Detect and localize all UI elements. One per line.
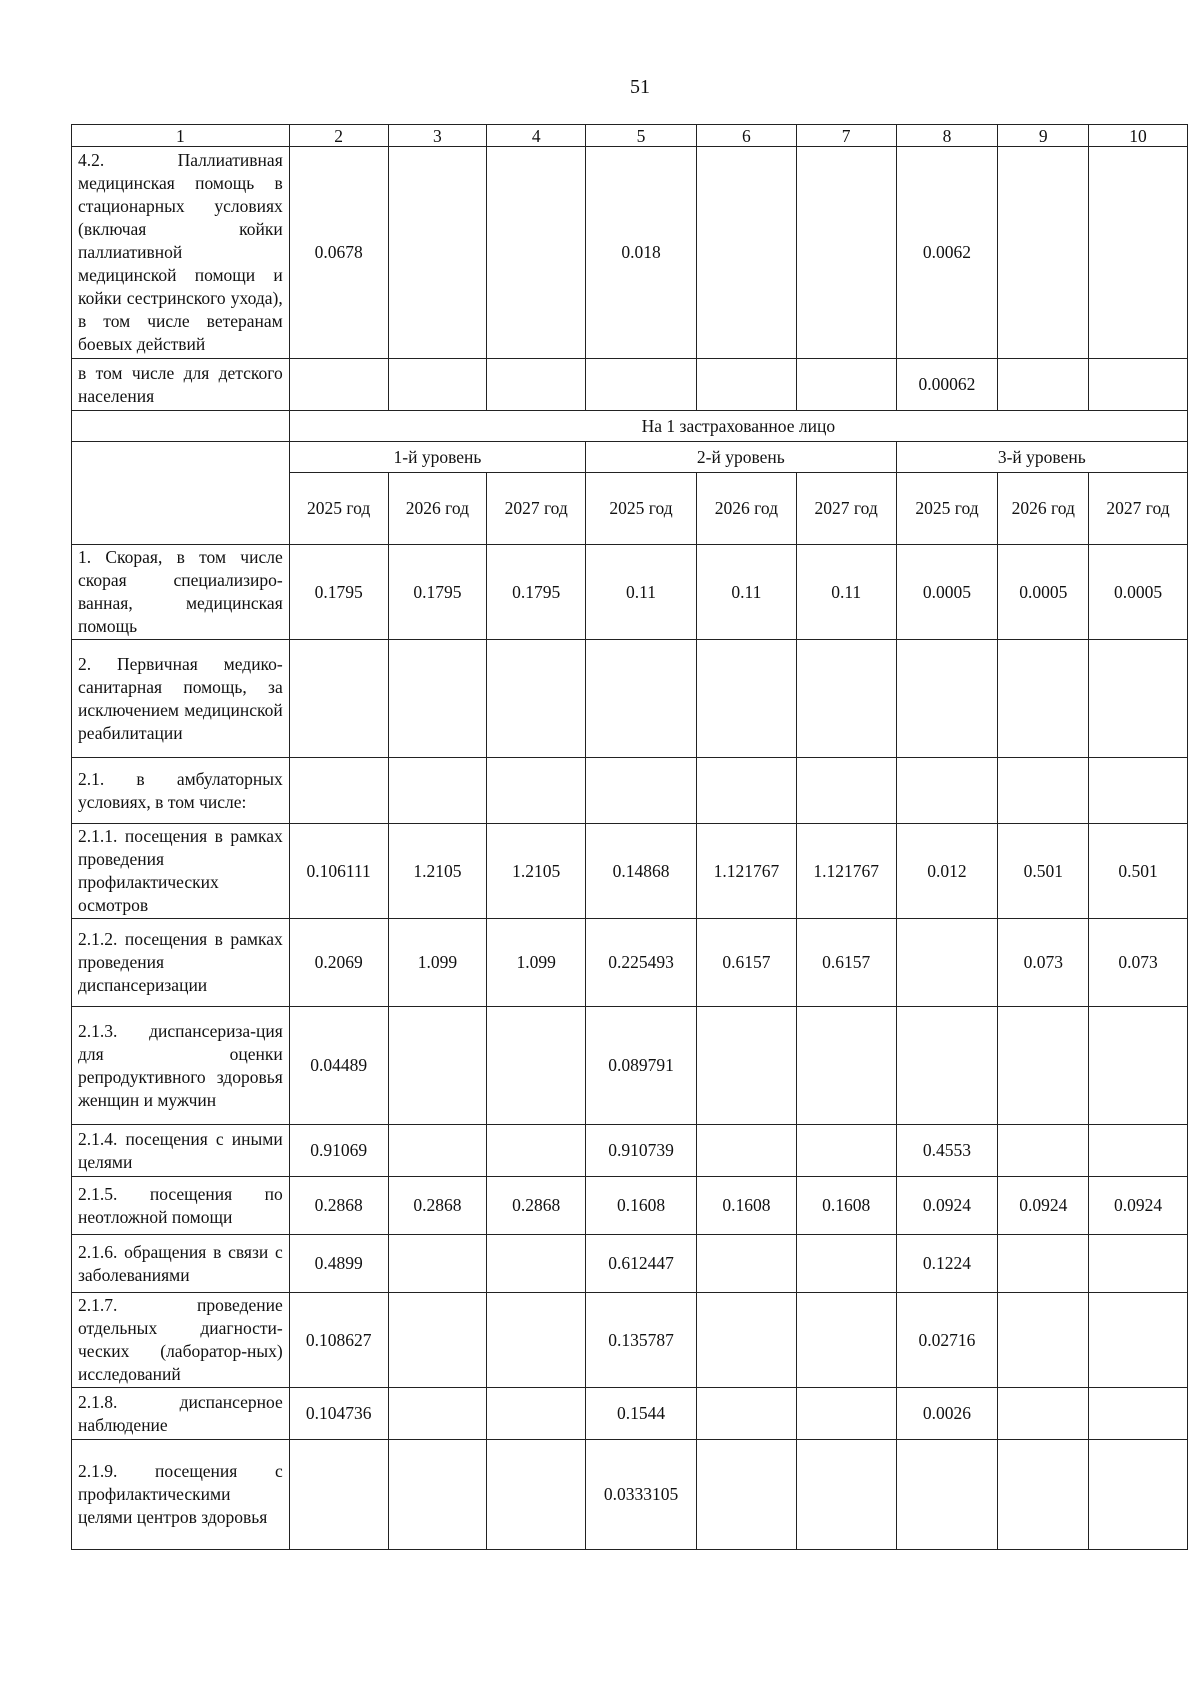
value-cell: 0.2868 (388, 1177, 487, 1235)
column-number-cell: 7 (796, 125, 896, 147)
value-cell (696, 147, 796, 359)
value-cell (696, 1007, 796, 1125)
column-number-cell: 6 (696, 125, 796, 147)
row-label: 2. Первичная медико-санитарная помощь, за исключением медицинской реабилитации (72, 640, 290, 758)
data-table (71, 124, 1188, 1550)
row-label: 2.1. в амбулаторных условиях, в том числе: (72, 758, 290, 824)
value-cell (696, 758, 796, 824)
table-body (72, 125, 1188, 1550)
year-header: 2027 год (796, 473, 896, 545)
value-cell: 0.14868 (586, 824, 697, 919)
row-label: 2.1.9. посещения с профилактическими целями центров здоровья (72, 1440, 290, 1550)
year-header: 2025 год (289, 473, 388, 545)
value-cell: 1.2105 (487, 824, 586, 919)
value-cell: 0.91069 (289, 1125, 388, 1177)
value-cell (998, 1293, 1089, 1388)
row-label: 1. Скорая, в том числе скорая специализиро-ванная, медицинская помощь (72, 545, 290, 640)
row-label: в том числе для детского населения (72, 359, 290, 411)
value-cell: 0.6157 (796, 919, 896, 1007)
value-cell (1089, 1388, 1188, 1440)
value-cell: 1.099 (388, 919, 487, 1007)
value-cell (1089, 359, 1188, 411)
value-cell: 0.1608 (696, 1177, 796, 1235)
value-cell: 0.1224 (896, 1235, 998, 1293)
value-cell (998, 1235, 1089, 1293)
value-cell: 0.073 (1089, 919, 1188, 1007)
row-label: 2.1.8. диспансерное наблюдение (72, 1388, 290, 1440)
row-label: 2.1.5. посещения по неотложной помощи (72, 1177, 290, 1235)
column-number-cell: 5 (586, 125, 697, 147)
value-cell (388, 640, 487, 758)
value-cell: 0.4899 (289, 1235, 388, 1293)
value-cell (388, 1440, 487, 1550)
section-header: На 1 застрахованное лицо (289, 411, 1187, 442)
value-cell (796, 640, 896, 758)
value-cell: 0.2868 (487, 1177, 586, 1235)
value-cell: 0.0678 (289, 147, 388, 359)
value-cell: 0.089791 (586, 1007, 697, 1125)
value-cell (289, 1440, 388, 1550)
value-cell: 0.11 (796, 545, 896, 640)
value-cell: 0.106111 (289, 824, 388, 919)
value-cell (388, 1388, 487, 1440)
value-cell (696, 1235, 796, 1293)
year-header: 2025 год (896, 473, 998, 545)
value-cell (998, 359, 1089, 411)
year-header: 2026 год (696, 473, 796, 545)
value-cell (896, 919, 998, 1007)
value-cell (487, 640, 586, 758)
value-cell (586, 640, 697, 758)
column-number-cell: 10 (1089, 125, 1188, 147)
value-cell: 0.1795 (289, 545, 388, 640)
year-header: 2027 год (1089, 473, 1188, 545)
value-cell (796, 1125, 896, 1177)
table-row (72, 1440, 1188, 1550)
value-cell (998, 1007, 1089, 1125)
value-cell: 0.0333105 (586, 1440, 697, 1550)
value-cell (696, 1388, 796, 1440)
table-row (72, 545, 1188, 640)
column-number-cell: 2 (289, 125, 388, 147)
row-label: 2.1.6. обращения в связи с заболеваниями (72, 1235, 290, 1293)
value-cell (796, 359, 896, 411)
value-cell: 0.02716 (896, 1293, 998, 1388)
value-cell (388, 1125, 487, 1177)
value-cell (388, 1007, 487, 1125)
value-cell (796, 1235, 896, 1293)
value-cell: 0.1795 (487, 545, 586, 640)
value-cell: 0.0005 (998, 545, 1089, 640)
value-cell (796, 1293, 896, 1388)
row-label: 2.1.7. проведение отдельных диагности-ческих (лаборатор-ных) исследований (72, 1293, 290, 1388)
value-cell (289, 359, 388, 411)
column-number-cell: 3 (388, 125, 487, 147)
value-cell: 0.073 (998, 919, 1089, 1007)
table-row (72, 758, 1188, 824)
value-cell: 1.099 (487, 919, 586, 1007)
value-cell: 0.0026 (896, 1388, 998, 1440)
value-cell (1089, 1440, 1188, 1550)
value-cell (896, 1440, 998, 1550)
value-cell (388, 359, 487, 411)
value-cell (1089, 1235, 1188, 1293)
value-cell (1089, 758, 1188, 824)
value-cell: 0.6157 (696, 919, 796, 1007)
table-row (72, 1235, 1188, 1293)
table-row (72, 640, 1188, 758)
value-cell (487, 359, 586, 411)
level-header: 1-й уровень (289, 442, 585, 473)
value-cell (998, 1125, 1089, 1177)
empty-cell (72, 442, 290, 545)
value-cell (696, 1440, 796, 1550)
value-cell (696, 1293, 796, 1388)
value-cell: 0.0924 (896, 1177, 998, 1235)
value-cell (796, 147, 896, 359)
value-cell (998, 147, 1089, 359)
value-cell (796, 758, 896, 824)
value-cell: 0.135787 (586, 1293, 697, 1388)
column-number-cell: 4 (487, 125, 586, 147)
table-row (72, 824, 1188, 919)
value-cell: 0.0062 (896, 147, 998, 359)
value-cell: 0.018 (586, 147, 697, 359)
year-header: 2026 год (388, 473, 487, 545)
value-cell (289, 758, 388, 824)
value-cell (998, 758, 1089, 824)
value-cell: 0.1544 (586, 1388, 697, 1440)
table-row (72, 359, 1188, 411)
value-cell (1089, 1293, 1188, 1388)
value-cell: 1.2105 (388, 824, 487, 919)
table-row (72, 1125, 1188, 1177)
table-row (72, 1177, 1188, 1235)
row-label: 2.1.3. диспансериза-ция для оценки репродуктивного здоровья женщин и мужчин (72, 1007, 290, 1125)
value-cell: 0.0924 (998, 1177, 1089, 1235)
value-cell (487, 1007, 586, 1125)
value-cell (586, 758, 697, 824)
value-cell (487, 1125, 586, 1177)
value-cell (388, 1235, 487, 1293)
section-header-row (72, 411, 1188, 442)
column-number-row (72, 125, 1188, 147)
table-row (72, 1388, 1188, 1440)
value-cell: 0.2069 (289, 919, 388, 1007)
value-cell (796, 1440, 896, 1550)
year-header: 2027 год (487, 473, 586, 545)
value-cell: 0.0924 (1089, 1177, 1188, 1235)
column-number-cell: 1 (72, 125, 290, 147)
value-cell: 0.00062 (896, 359, 998, 411)
row-label: 2.1.2. посещения в рамках проведения диспансеризации (72, 919, 290, 1007)
value-cell: 0.1795 (388, 545, 487, 640)
value-cell: 0.1608 (586, 1177, 697, 1235)
value-cell: 0.4553 (896, 1125, 998, 1177)
value-cell: 1.121767 (796, 824, 896, 919)
value-cell: 0.04489 (289, 1007, 388, 1125)
table-row (72, 1293, 1188, 1388)
row-label: 4.2. Паллиативная медицинская помощь в стационарных условиях (включая койки паллиативной медицинской помощи и койки сестринского ухода), в том числе ветеранам боевых действий (72, 147, 290, 359)
row-label: 2.1.1. посещения в рамках проведения профилактических осмотров (72, 824, 290, 919)
value-cell (896, 758, 998, 824)
empty-cell (72, 411, 290, 442)
level-header: 2-й уровень (586, 442, 896, 473)
value-cell: 1.121767 (696, 824, 796, 919)
table-row (72, 1007, 1188, 1125)
value-cell: 0.225493 (586, 919, 697, 1007)
value-cell (487, 1440, 586, 1550)
value-cell (696, 1125, 796, 1177)
value-cell (388, 758, 487, 824)
value-cell: 0.11 (586, 545, 697, 640)
value-cell: 0.012 (896, 824, 998, 919)
value-cell (696, 359, 796, 411)
value-cell: 0.501 (998, 824, 1089, 919)
value-cell (487, 758, 586, 824)
value-cell: 0.2868 (289, 1177, 388, 1235)
level-header: 3-й уровень (896, 442, 1187, 473)
row-label: 2.1.4. посещения с иными целями (72, 1125, 290, 1177)
value-cell (998, 640, 1089, 758)
value-cell: 0.108627 (289, 1293, 388, 1388)
value-cell: 0.104736 (289, 1388, 388, 1440)
value-cell: 0.910739 (586, 1125, 697, 1177)
value-cell (998, 1440, 1089, 1550)
value-cell (1089, 1007, 1188, 1125)
value-cell (998, 1388, 1089, 1440)
value-cell: 0.1608 (796, 1177, 896, 1235)
page-number: 51 (630, 76, 650, 98)
value-cell (388, 1293, 487, 1388)
table-row (72, 919, 1188, 1007)
value-cell (696, 640, 796, 758)
value-cell (1089, 1125, 1188, 1177)
year-header: 2025 год (586, 473, 697, 545)
value-cell (1089, 147, 1188, 359)
level-header-row (72, 442, 1188, 473)
value-cell (896, 1007, 998, 1125)
value-cell (1089, 640, 1188, 758)
column-number-cell: 9 (998, 125, 1089, 147)
value-cell (796, 1388, 896, 1440)
value-cell (289, 640, 388, 758)
value-cell: 0.11 (696, 545, 796, 640)
value-cell (487, 1293, 586, 1388)
value-cell: 0.612447 (586, 1235, 697, 1293)
table-row (72, 147, 1188, 359)
value-cell (896, 640, 998, 758)
column-number-cell: 8 (896, 125, 998, 147)
value-cell (487, 1388, 586, 1440)
year-header: 2026 год (998, 473, 1089, 545)
value-cell (388, 147, 487, 359)
value-cell (487, 147, 586, 359)
value-cell: 0.501 (1089, 824, 1188, 919)
value-cell (586, 359, 697, 411)
value-cell: 0.0005 (896, 545, 998, 640)
value-cell (487, 1235, 586, 1293)
value-cell (796, 1007, 896, 1125)
value-cell: 0.0005 (1089, 545, 1188, 640)
